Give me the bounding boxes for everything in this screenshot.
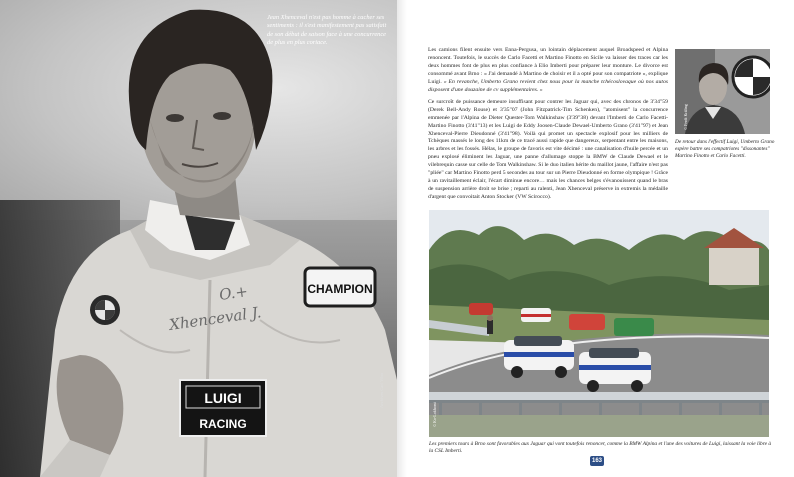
overall-patch-top: O.+ — [218, 282, 250, 304]
left-photo-credit: Archives Carl Vibo — [379, 373, 384, 408]
race-photo-caption: Les premiers tours à Brno sont favorables aux Jaguar qui vont toutefois renoncer, comme la BMW Alpina et l'une des voitures de Luigi, laissant la voie libre à la CSL Imberti. — [429, 441, 772, 455]
race-photo-credit: © Ko-Lokhorst — [432, 402, 437, 427]
champion-badge-text: CHAMPION — [307, 282, 373, 296]
top-photo-caption: De retour dans l'effectif Luigi, Umberto Grano espère battre ses compatriotes "dissonantes" Martino Finotto et Carlo Facetti. — [675, 139, 775, 159]
page-gutter — [397, 0, 413, 477]
paragraph-text: Ce surcroît de puissance demeure insuffisant pour contrer les Jaguar qui, avec des chronos de 3'34"59 (Derek Bell-Andy Rouse) et 3'35"07 (John Fitzpatrick-Tim Schenken), "atomisent" la concurrence emmenée par l'Alpina de Dieter Quester-Tom Walkinshaw (3'39"38) devant l'Imberti de Carlo Facetti-Martino Finotto (3'41"13) et les Luigi de Eddy Joosen-Claude Dewael-Umberto Grano (3'41"97) et Jean Xhenceval-Pierre Dieudonné (3'41"98). Voilà qui promet un spectacle explosif pour les milliers de Tchèques massés le long des 11km de ce tracé aussi rapide que dangereux, serpentant entre les maisons, les arbres et les fossés. Hélas, le groupe de favoris est vite décimé : une canalisation d'huile percée et un pneu explosé éliminent les Jaguar, une panne d'allumage stoppe la BMW de Claude Dewael et le vilebrequin casse sur celle de Tom Walkinshaw. Si le duo italien hérite du maillot jaune, l'affaire n'est pas "pliée" car Martino Finotto perd 5 secondes au tour sur un Pierre Dieudonné en forme olympique ! Grâce à un ravitaillement éclair, l'écart diminue encore… mais les chances belges s'évanouissent quand le bras de suspension arrière droit se brise ; reparti au ralenti, Jean Xhenceval préserve in extremis la médaille d'argent que convoitait Anton Stocker (VW Scirocco). — [428, 98, 668, 201]
grano-photo-illustration — [675, 49, 770, 134]
paragraph-quote: « En revanche, Umberto Grano revient chez nous pour la manche tchécoslovaque où nos autos disposent d'une douzaine de cv supplémentaires. » — [428, 78, 669, 93]
article-paragraph — [428, 47, 668, 95]
grano-portrait-photo — [675, 49, 770, 134]
paragraph-text: Les camions filent ensuite vers Enna-Pergusa, un lointain déplacement auquel Broadspeed et Alpina renoncent. Toutefois, le succès de Carlo Facetti et Martino Finotto en Sicile va laisser des traces car les deux hommes font de plus en plus confiance à Elio Imberti pour préparer leur monture. Le divorce est consommé avant Brno : « J'ai demandé à Martino de choisir et il a opté pour son compatriote », explique Luigi. — [428, 47, 668, 85]
racing-badge-text: RACING — [199, 417, 247, 431]
race-photo — [429, 210, 769, 437]
top-photo-credit: © Ferdi Kräling — [683, 104, 688, 130]
article-body — [428, 47, 668, 206]
luigi-badge-text: LUIGI — [204, 390, 242, 406]
race-scene-illustration — [429, 210, 769, 437]
page-number: 163 — [591, 458, 602, 464]
article-paragraph — [428, 99, 668, 202]
overall-patch-name: Xhenceval J. — [168, 303, 263, 334]
left-photo-caption: Jean Xhenceval n'est pas homme à cacher ses sentiments : il s'est manifestement pas satisfait de son début de saison face à une concurrence de plus en plus coriace. — [267, 14, 387, 46]
